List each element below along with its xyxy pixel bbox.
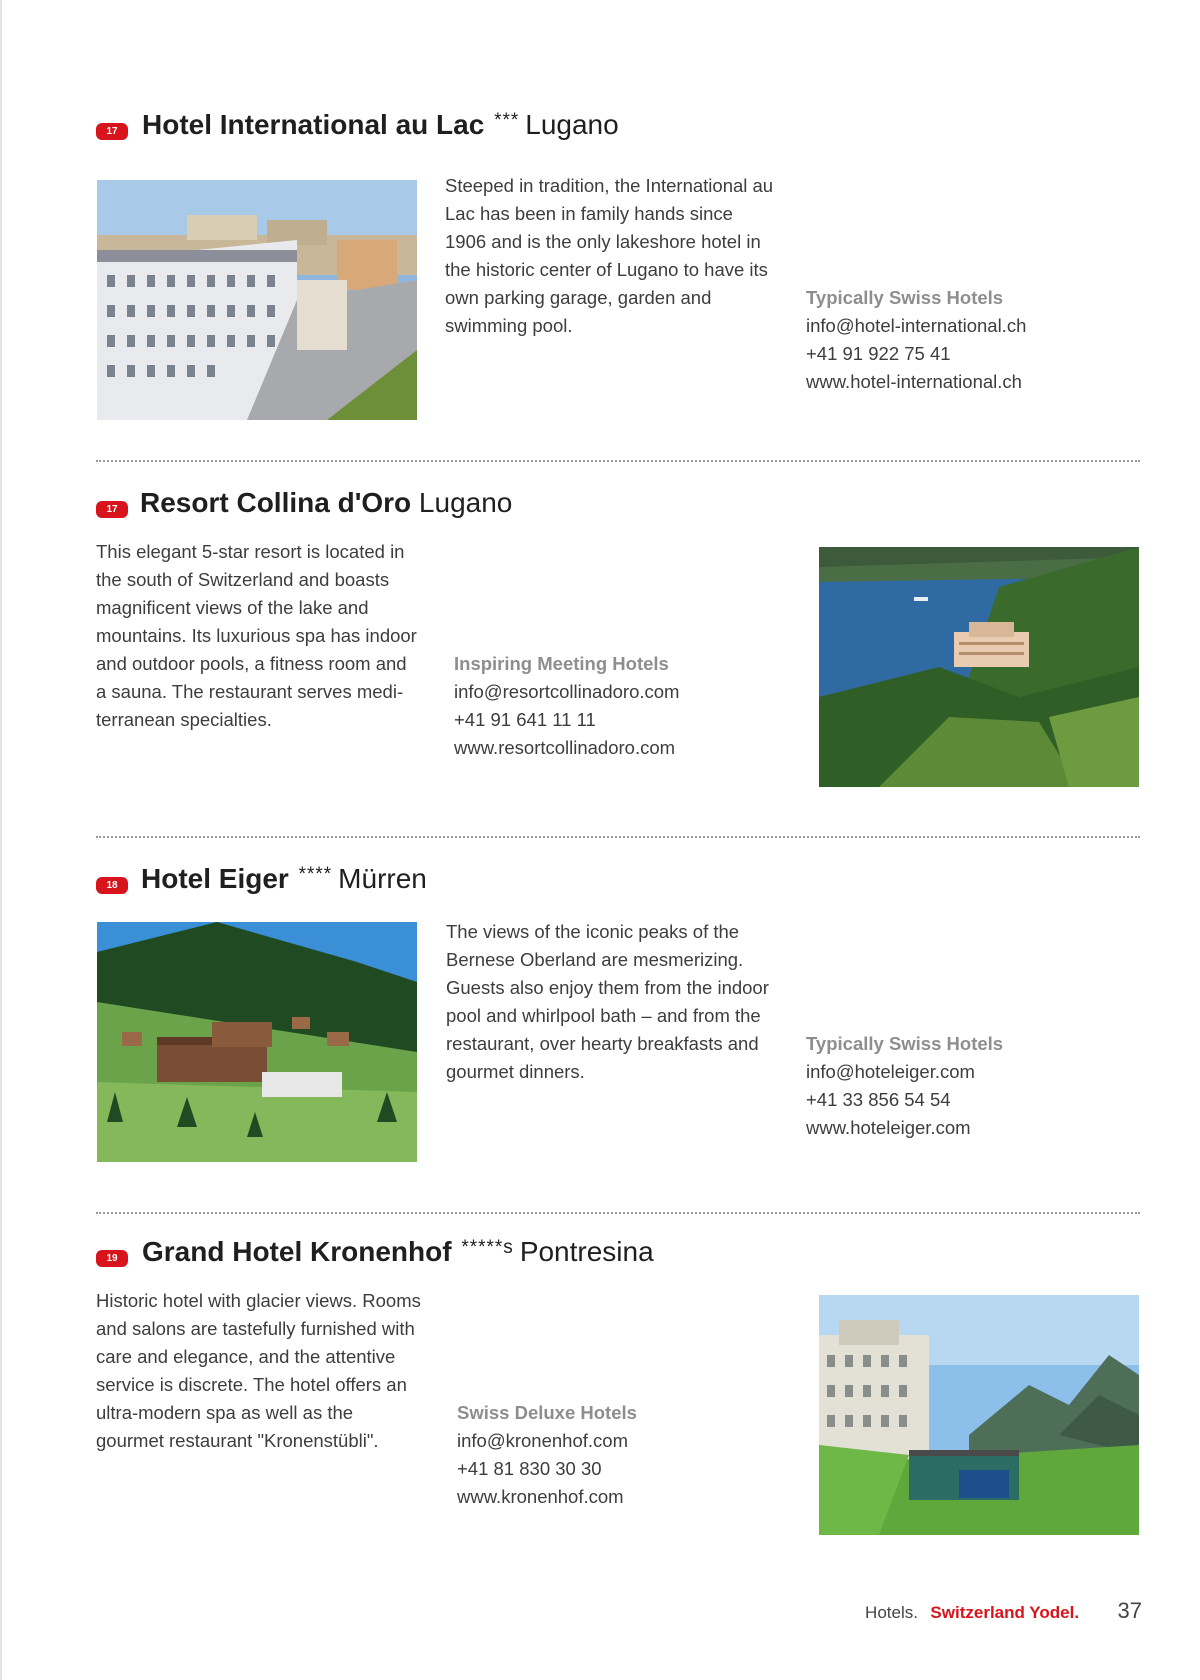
hotel-group: Inspiring Meeting Hotels: [454, 653, 669, 674]
hotel-stars: ****: [298, 864, 333, 885]
hotel-entry: [96, 109, 1140, 423]
description-line: the historic center of Lugano to have its: [445, 259, 768, 280]
description-line: care and elegance, and the attentive: [96, 1346, 396, 1367]
hotel-photo: [97, 180, 417, 420]
hotel-photo: [819, 547, 1139, 787]
description-line: restaurant, over hearty breakfasts and: [446, 1033, 759, 1054]
hotel-contact: [806, 1030, 1003, 1142]
page-footer: [865, 1598, 1142, 1624]
description-line: Bernese Oberland are mesmerizing.: [446, 949, 744, 970]
hotel-website[interactable]: www.hotel-international.ch: [806, 371, 1022, 392]
section-divider: [96, 460, 1140, 462]
description-line: magnificent views of the lake and: [96, 597, 369, 618]
page-edge: [0, 0, 2, 1680]
hotel-email[interactable]: info@hotel-international.ch: [806, 315, 1027, 336]
hotel-title: [140, 487, 512, 519]
hotel-contact: [454, 650, 679, 762]
description-line: terranean specialties.: [96, 709, 272, 730]
description-line: gourmet dinners.: [446, 1061, 585, 1082]
description-line: and outdoor pools, a fitness room and: [96, 653, 407, 674]
hotel-contact: [457, 1399, 637, 1511]
hotel-group: Typically Swiss Hotels: [806, 1033, 1004, 1054]
hotel-photo: [819, 1295, 1139, 1535]
hotel-entry: [96, 1236, 1140, 1550]
hotel-number-badge: 18: [96, 877, 128, 894]
hotel-stars: ***: [494, 110, 520, 131]
description-line: a sauna. The restaurant serves medi-: [96, 681, 404, 702]
hotel-email[interactable]: info@kronenhof.com: [457, 1430, 628, 1451]
hotel-entry: [96, 487, 1140, 801]
hotel-description: [446, 918, 769, 1086]
hotel-name: Grand Hotel Kronenhof: [142, 1236, 452, 1267]
description-line: Steeped in tradition, the International au: [445, 175, 774, 196]
hotel-name: Resort Collina d'Oro: [140, 487, 412, 518]
description-line: gourmet restaurant "Kronenstübli".: [96, 1430, 379, 1451]
hotel-phone: +41 91 641 11 11: [454, 709, 596, 730]
hotel-photo: [97, 922, 417, 1162]
description-line: the south of Switzerland and boasts: [96, 569, 390, 590]
hotel-website[interactable]: www.kronenhof.com: [457, 1486, 624, 1507]
hotel-number-badge: 19: [96, 1250, 128, 1267]
hotel-email[interactable]: info@resortcollinadoro.com: [454, 681, 680, 702]
hotel-number-badge: 17: [96, 501, 128, 518]
hotel-title: [142, 109, 619, 141]
hotel-number-badge: 17: [96, 123, 128, 140]
hotel-city: Lugano: [525, 109, 619, 140]
description-line: service is discrete. The hotel offers an: [96, 1374, 407, 1395]
hotel-name: Hotel International au Lac: [142, 109, 485, 140]
footer-section-label: Hotels.: [865, 1603, 918, 1622]
hotel-website[interactable]: www.hoteleiger.com: [806, 1117, 971, 1138]
section-divider: [96, 836, 1140, 838]
hotel-stars: *****s: [461, 1237, 514, 1258]
hotel-group: Typically Swiss Hotels: [806, 287, 1004, 308]
description-line: The views of the iconic peaks of the: [446, 921, 740, 942]
hotel-phone: +41 81 830 30 30: [457, 1458, 602, 1479]
description-line: Historic hotel with glacier views. Rooms: [96, 1290, 421, 1311]
description-line: pool and whirlpool bath – and from the: [446, 1005, 761, 1026]
description-line: This elegant 5-star resort is located in: [96, 541, 405, 562]
hotel-description: [96, 538, 417, 734]
hotel-entry: [96, 863, 1140, 1177]
hotel-title: [141, 863, 427, 895]
hotel-phone: +41 91 922 75 41: [806, 343, 951, 364]
hotel-city: Mürren: [338, 863, 427, 894]
footer-brand: Switzerland Yodel.: [930, 1603, 1080, 1622]
hotel-email[interactable]: info@hoteleiger.com: [806, 1061, 975, 1082]
description-line: Lac has been in family hands since: [445, 203, 733, 224]
hotel-website[interactable]: www.resortcollinadoro.com: [454, 737, 676, 758]
description-line: swimming pool.: [445, 315, 573, 336]
hotel-description: [445, 172, 773, 340]
hotel-name: Hotel Eiger: [141, 863, 289, 894]
description-line: and salons are tastefully furnished with: [96, 1318, 415, 1339]
description-line: Guests also enjoy them from the indoor: [446, 977, 769, 998]
hotel-city: Lugano: [418, 487, 513, 518]
section-divider: [96, 1212, 1140, 1214]
hotel-phone: +41 33 856 54 54: [806, 1089, 951, 1110]
description-line: 1906 and is the only lakeshore hotel in: [445, 231, 761, 252]
hotel-title: [142, 1236, 654, 1268]
hotel-contact: [806, 284, 1026, 396]
hotel-city: Pontresina: [519, 1236, 654, 1267]
page-number: 37: [1117, 1598, 1142, 1623]
description-line: own parking garage, garden and: [445, 287, 712, 308]
hotel-group: Swiss Deluxe Hotels: [457, 1402, 637, 1423]
description-line: ultra-modern spa as well as the: [96, 1402, 354, 1423]
description-line: mountains. Its luxurious spa has indoor: [96, 625, 417, 646]
hotel-description: [96, 1287, 421, 1455]
